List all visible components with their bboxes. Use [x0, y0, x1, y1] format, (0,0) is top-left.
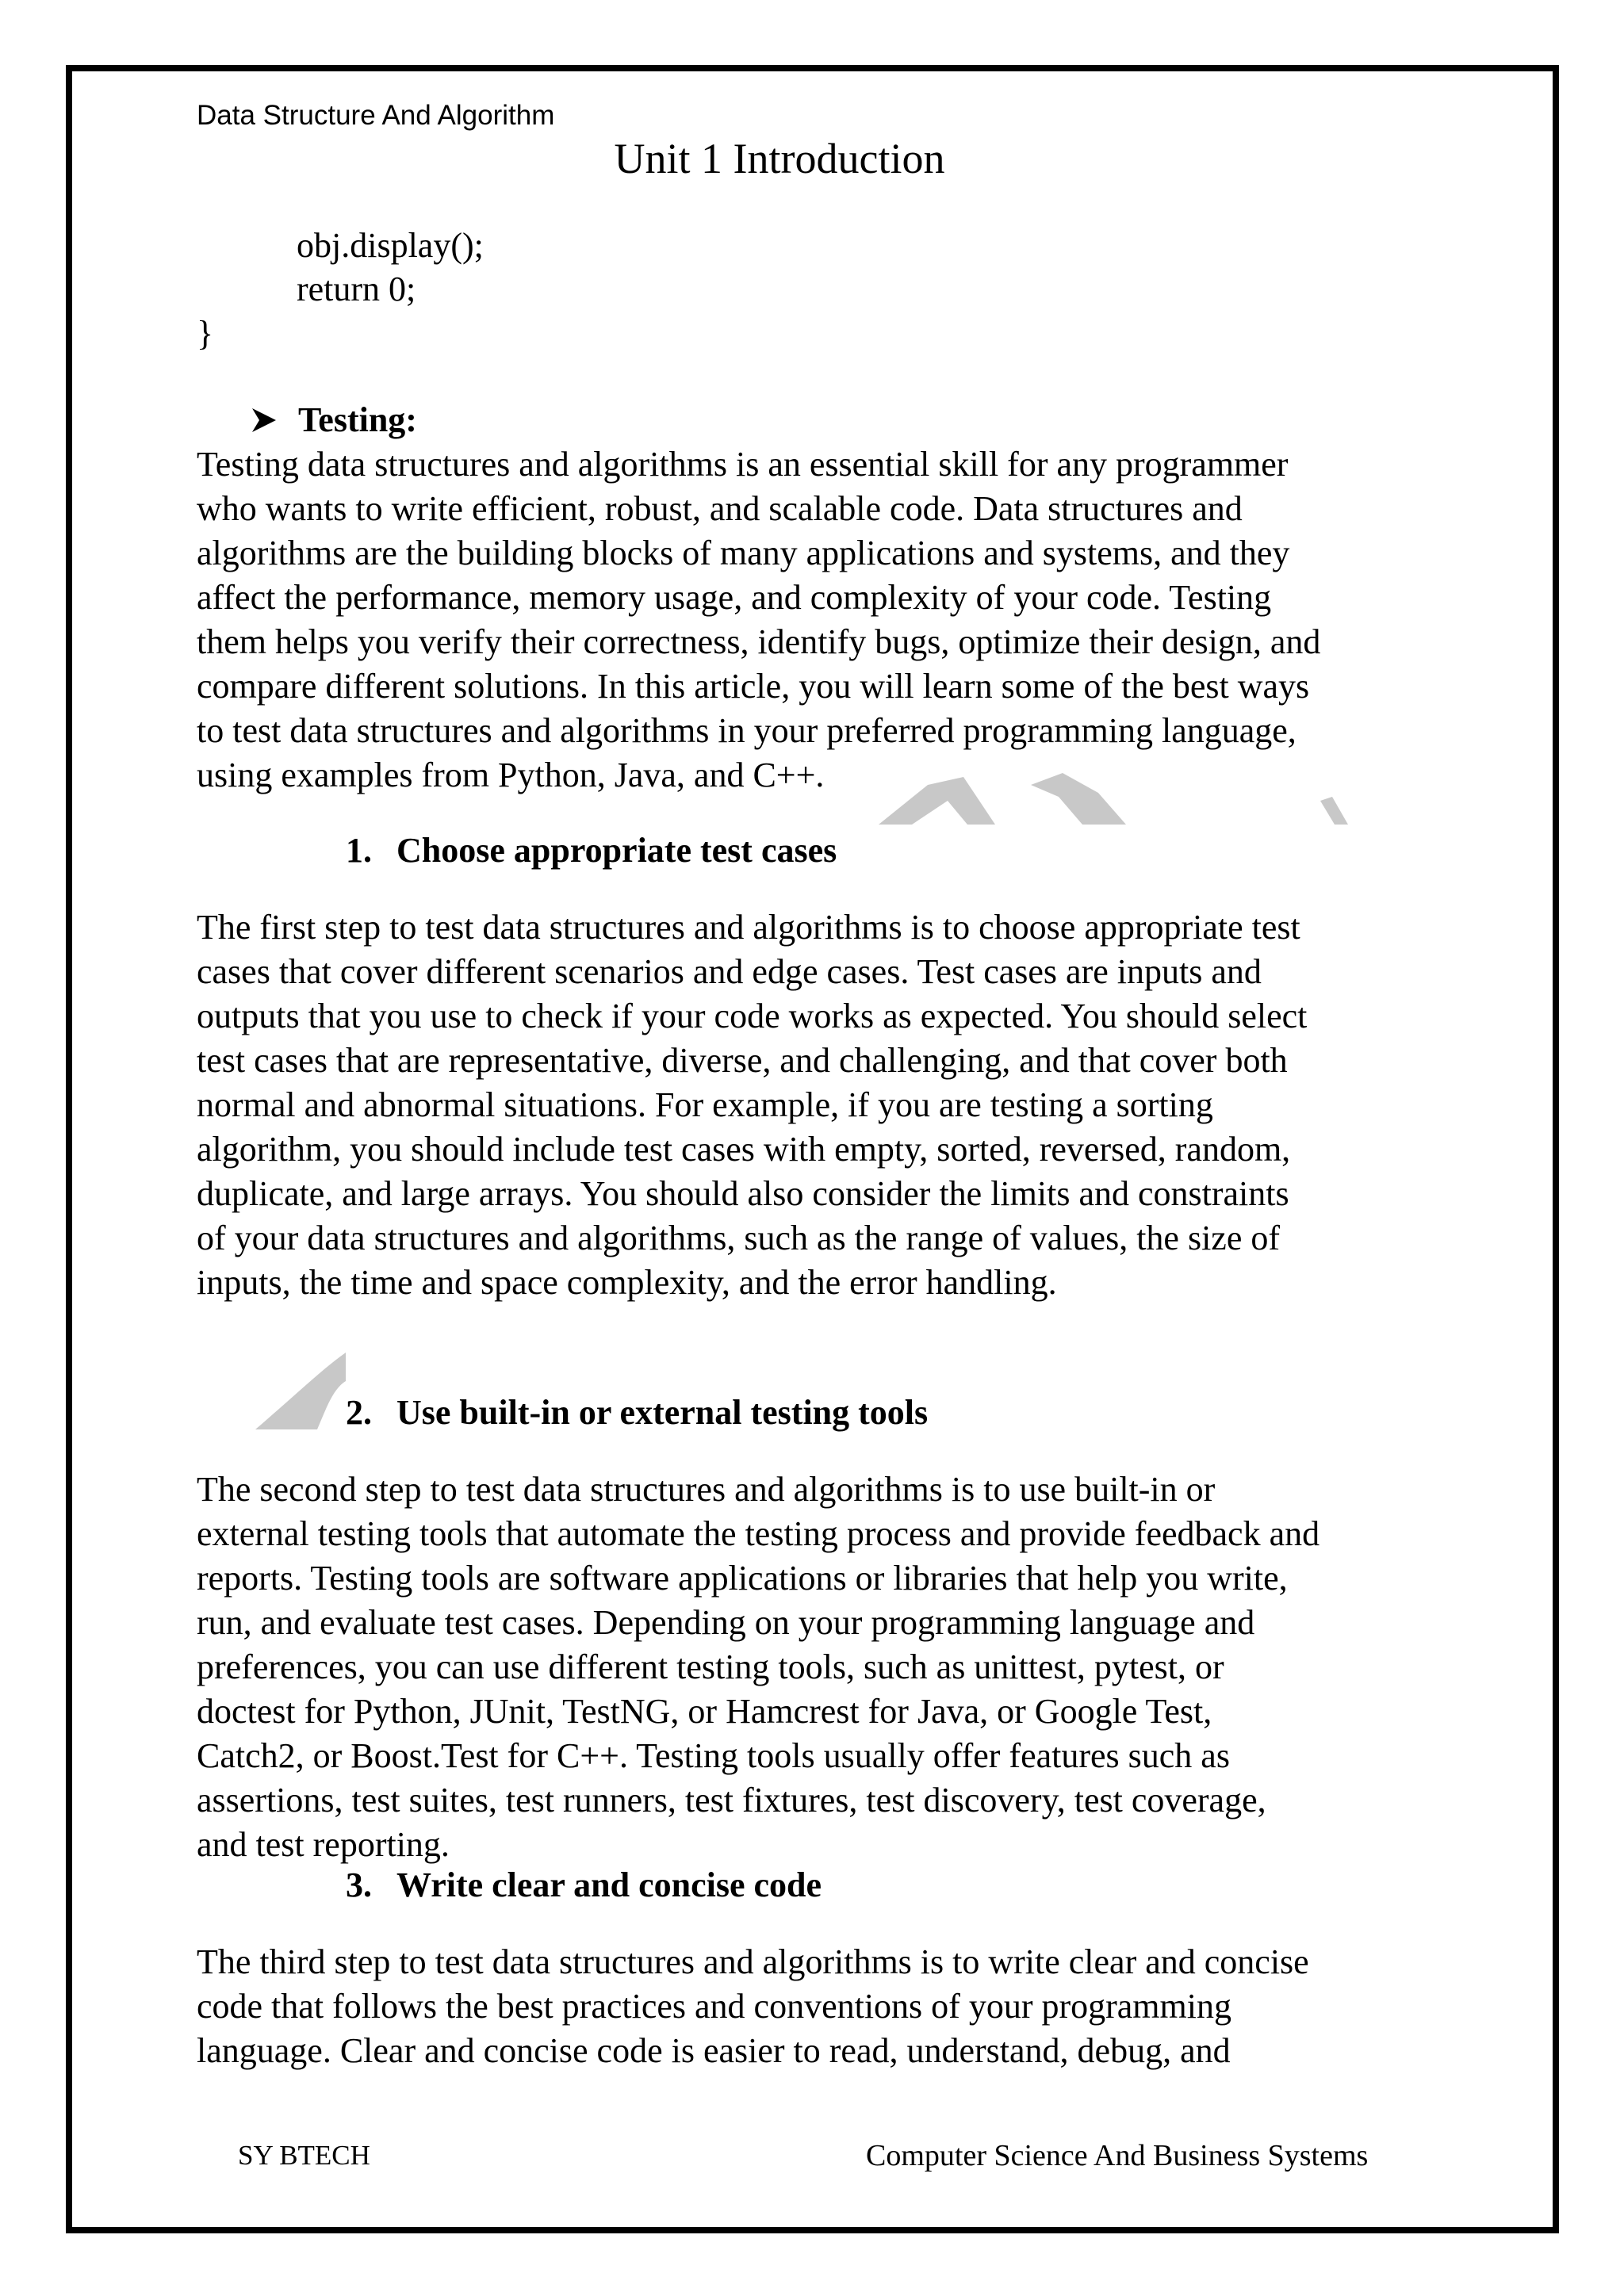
header-course-name: Data Structure And Algorithm — [197, 100, 555, 131]
text-line: inputs, the time and space complexity, and the error handling. — [197, 1263, 1057, 1302]
step-title: Use built-in or external testing tools — [396, 1393, 929, 1432]
step-title: Choose appropriate test cases — [396, 831, 837, 870]
text-line: run, and evaluate test cases. Depending on your programming language and — [197, 1603, 1255, 1642]
footer-right-text: Computer Science And Business Systems — [866, 2139, 1369, 2172]
text-line: assertions, test suites, test runners, test fixtures, test discovery, test coverage, — [197, 1781, 1266, 1820]
page-title: Unit 1 Introduction — [614, 135, 945, 182]
step-number: 1. — [346, 831, 372, 870]
testing-heading — [251, 398, 417, 442]
text-line: who wants to write efficient, robust, and scalable code. Data structures and — [197, 489, 1243, 528]
text-line: cases that cover different scenarios and edge cases. Test cases are inputs and — [197, 952, 1262, 991]
step-2-paragraph — [197, 1468, 1465, 1867]
text-line: algorithms are the building blocks of many applications and systems, and they — [197, 534, 1290, 572]
testing-heading-label: Testing: — [298, 400, 417, 439]
step-3-heading — [346, 1863, 822, 1908]
step-3-paragraph — [197, 1940, 1465, 2073]
text-line: them helps you verify their correctness, identify bugs, optimize their design, and — [197, 622, 1321, 661]
text-line: to test data structures and algorithms in your preferred programming language, — [197, 711, 1297, 750]
footer-left-text: SY BTECH — [238, 2140, 370, 2171]
text-line: of your data structures and algorithms, such as the range of values, the size of — [197, 1219, 1281, 1257]
step-number: 3. — [346, 1866, 372, 1904]
step-number: 2. — [346, 1393, 372, 1432]
text-line: and test reporting. — [197, 1825, 450, 1864]
text-line: outputs that you use to check if your code works as expected. You should select — [197, 997, 1308, 1035]
text-line: doctest for Python, JUnit, TestNG, or Hamcrest for Java, or Google Test, — [197, 1692, 1212, 1731]
text-line: affect the performance, memory usage, and complexity of your code. Testing — [197, 578, 1272, 617]
text-line: algorithm, you should include test cases with empty, sorted, reversed, random, — [197, 1130, 1291, 1169]
testing-intro-paragraph — [197, 442, 1465, 798]
text-line: The first step to test data structures and algorithms is to choose appropriate test — [197, 908, 1300, 947]
text-line: normal and abnormal situations. For example, if you are testing a sorting — [197, 1085, 1213, 1124]
text-line: language. Clear and concise code is easier to read, understand, debug, and — [197, 2031, 1231, 2070]
step-title: Write clear and concise code — [396, 1866, 822, 1904]
text-line: test cases that are representative, diverse, and challenging, and that cover both — [197, 1041, 1288, 1080]
text-line: preferences, you can use different testing tools, such as unittest, pytest, or — [197, 1647, 1224, 1686]
code-line: obj.display(); — [297, 226, 484, 265]
text-line: The third step to test data structures and algorithms is to write clear and concise — [197, 1942, 1309, 1981]
code-line: } — [197, 314, 214, 353]
text-line: external testing tools that automate the testing process and provide feedback and — [197, 1514, 1320, 1553]
text-line: The second step to test data structures and algorithms is to use built-in or — [197, 1470, 1216, 1509]
text-line: reports. Testing tools are software applications or libraries that help you write, — [197, 1559, 1288, 1598]
text-line: Testing data structures and algorithms is an essential skill for any programmer — [197, 445, 1289, 484]
text-line: compare different solutions. In this article, you will learn some of the best ways — [197, 667, 1310, 706]
text-line: duplicate, and large arrays. You should also consider the limits and constraints — [197, 1174, 1289, 1213]
text-line: using examples from Python, Java, and C++. — [197, 756, 825, 794]
text-line: code that follows the best practices and conventions of your programming — [197, 1987, 1231, 2026]
arrowhead-bullet-icon — [251, 398, 281, 442]
step-2-heading — [346, 1391, 928, 1435]
step-1-heading — [346, 828, 837, 873]
step-1-paragraph — [197, 905, 1465, 1305]
code-line: return 0; — [297, 270, 416, 308]
text-line: Catch2, or Boost.Test for C++. Testing tools usually offer features such as — [197, 1736, 1230, 1775]
